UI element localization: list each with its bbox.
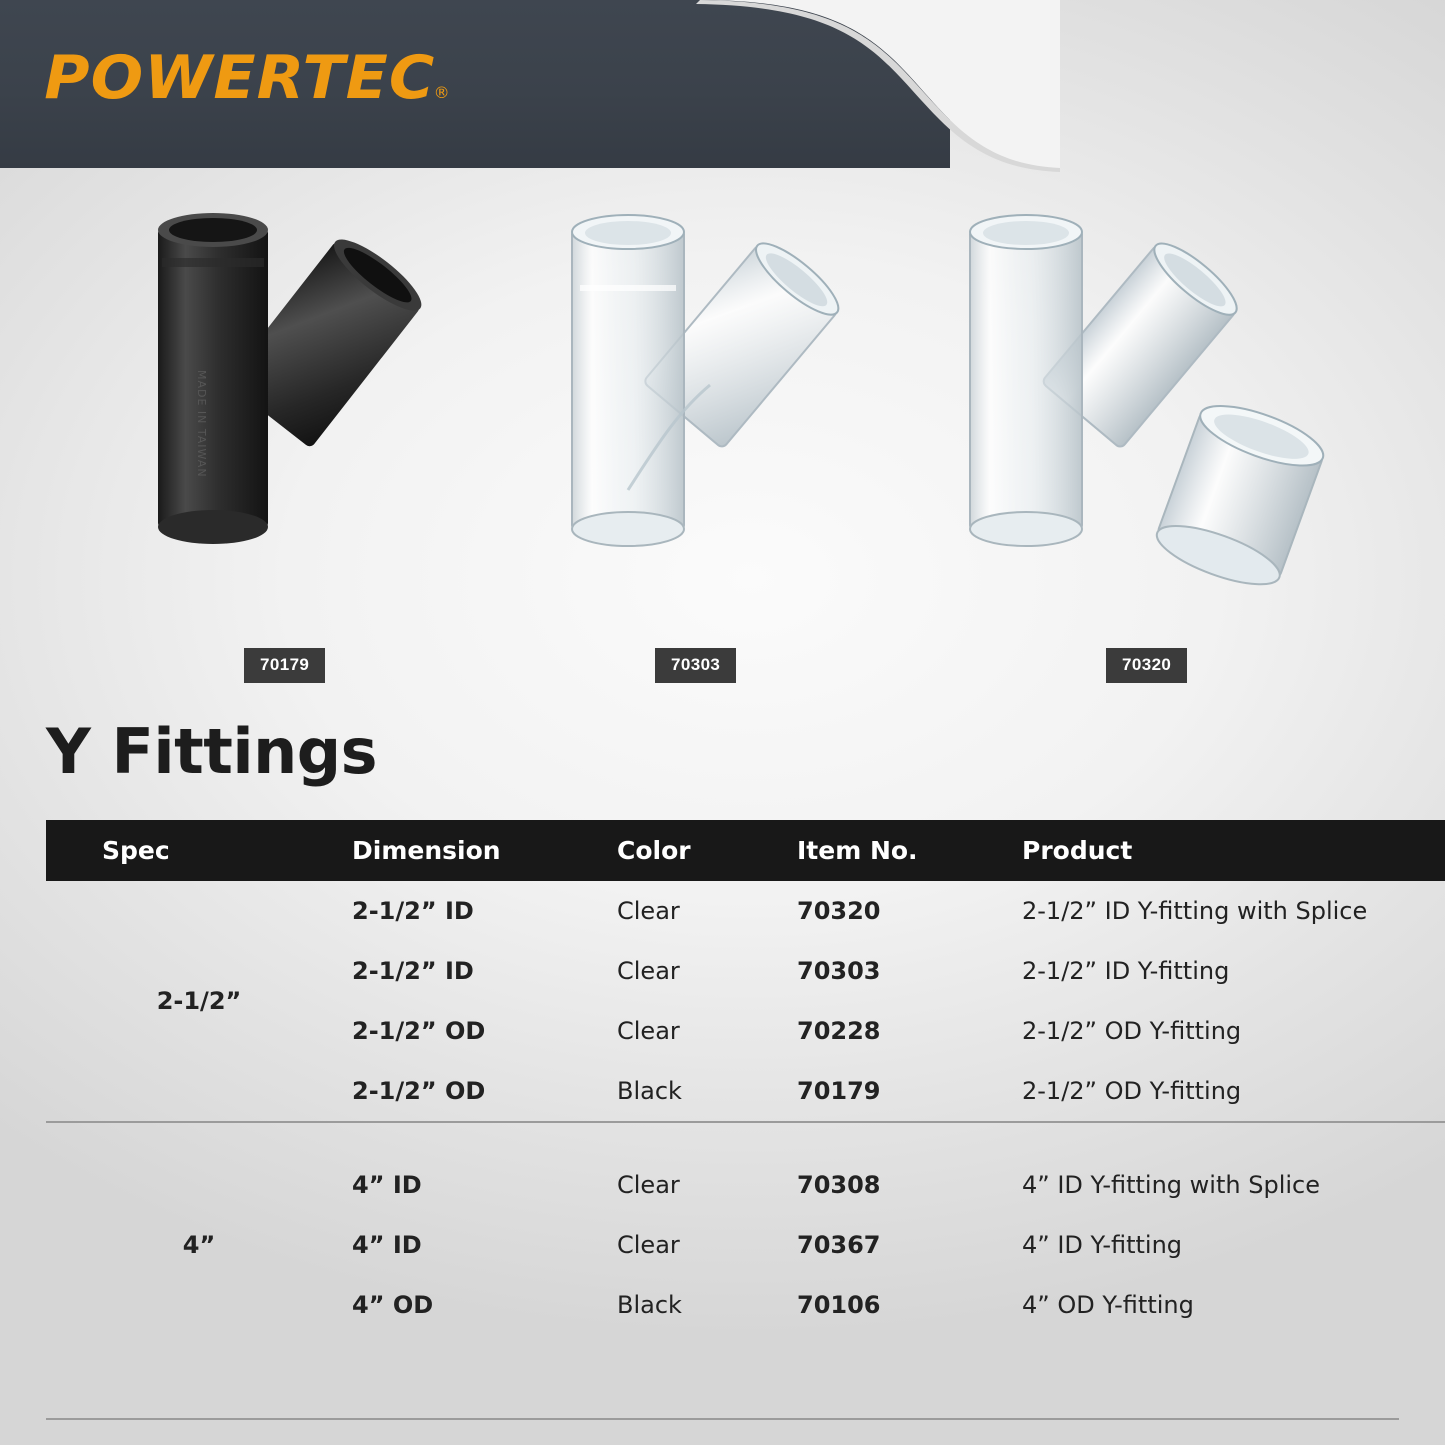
header-curve-decoration xyxy=(640,0,1060,172)
brand-logo-text: POWERTEC xyxy=(44,43,436,113)
column-header-product: Product xyxy=(1022,820,1445,881)
column-header-dimension: Dimension xyxy=(352,820,617,881)
cell-product: 2-1/2” OD Y-fitting xyxy=(1022,1077,1242,1105)
spec-group-label-1: 2-1/2” xyxy=(156,987,242,1015)
cell-product: 4” ID Y-fitting xyxy=(1022,1231,1183,1259)
cell-product: 2-1/2” ID Y-fitting with Splice xyxy=(1022,897,1368,925)
cell-item-no: 70303 xyxy=(797,957,881,985)
cell-item-no: 70308 xyxy=(797,1171,881,1199)
product-label-2: 70303 xyxy=(655,648,736,683)
cell-item-no: 70367 xyxy=(797,1231,881,1259)
cell-item-no: 70228 xyxy=(797,1017,881,1045)
svg-text:MADE IN TAIWAN: MADE IN TAIWAN xyxy=(195,370,208,478)
cell-color: Black xyxy=(617,1077,682,1105)
table-row xyxy=(46,881,1445,941)
cell-item-no: 70320 xyxy=(797,897,881,925)
spec-table-container xyxy=(46,820,1399,1335)
cell-color: Clear xyxy=(617,1171,680,1199)
page-title: Y Fittings xyxy=(46,715,378,788)
cell-color: Clear xyxy=(617,1231,680,1259)
brand-logo xyxy=(44,43,450,113)
cell-product: 2-1/2” OD Y-fitting xyxy=(1022,1017,1242,1045)
cell-color: Clear xyxy=(617,957,680,985)
cell-dimension: 2-1/2” ID xyxy=(352,957,474,985)
product-label-3: 70320 xyxy=(1106,648,1187,683)
cell-dimension: 2-1/2” OD xyxy=(352,1017,486,1045)
registered-mark-icon: ® xyxy=(433,83,450,102)
page-header xyxy=(0,0,1445,185)
cell-dimension: 2-1/2” OD xyxy=(352,1077,486,1105)
cell-color: Clear xyxy=(617,1017,680,1045)
table-row xyxy=(46,1155,1445,1215)
cell-product: 4” OD Y-fitting xyxy=(1022,1291,1194,1319)
cell-product: 4” ID Y-fitting with Splice xyxy=(1022,1171,1320,1199)
cell-item-no: 70179 xyxy=(797,1077,881,1105)
cell-dimension: 2-1/2” ID xyxy=(352,897,474,925)
table-bottom-rule xyxy=(46,1418,1399,1420)
product-label-1: 70179 xyxy=(244,648,325,683)
column-header-spec: Spec xyxy=(46,820,352,881)
table-header-row xyxy=(46,820,1445,881)
spec-table xyxy=(46,820,1445,1335)
product-image-70320 xyxy=(930,190,1350,610)
cell-dimension: 4” OD xyxy=(352,1291,434,1319)
spec-table-body xyxy=(46,881,1445,1335)
column-header-item-no: Item No. xyxy=(797,820,1022,881)
group-divider xyxy=(46,1122,1445,1155)
cell-dimension: 4” ID xyxy=(352,1231,422,1259)
cell-dimension: 4” ID xyxy=(352,1171,422,1199)
spec-table-head xyxy=(46,820,1445,881)
product-image-70303 xyxy=(520,190,880,610)
product-gallery xyxy=(0,190,1445,700)
cell-color: Clear xyxy=(617,897,680,925)
product-image-70179 xyxy=(110,190,470,610)
column-header-color: Color xyxy=(617,820,797,881)
group-divider-line xyxy=(46,1122,1445,1155)
cell-item-no: 70106 xyxy=(797,1291,881,1319)
cell-product: 2-1/2” ID Y-fitting xyxy=(1022,957,1230,985)
spec-group-label-2: 4” xyxy=(182,1231,216,1259)
cell-color: Black xyxy=(617,1291,682,1319)
